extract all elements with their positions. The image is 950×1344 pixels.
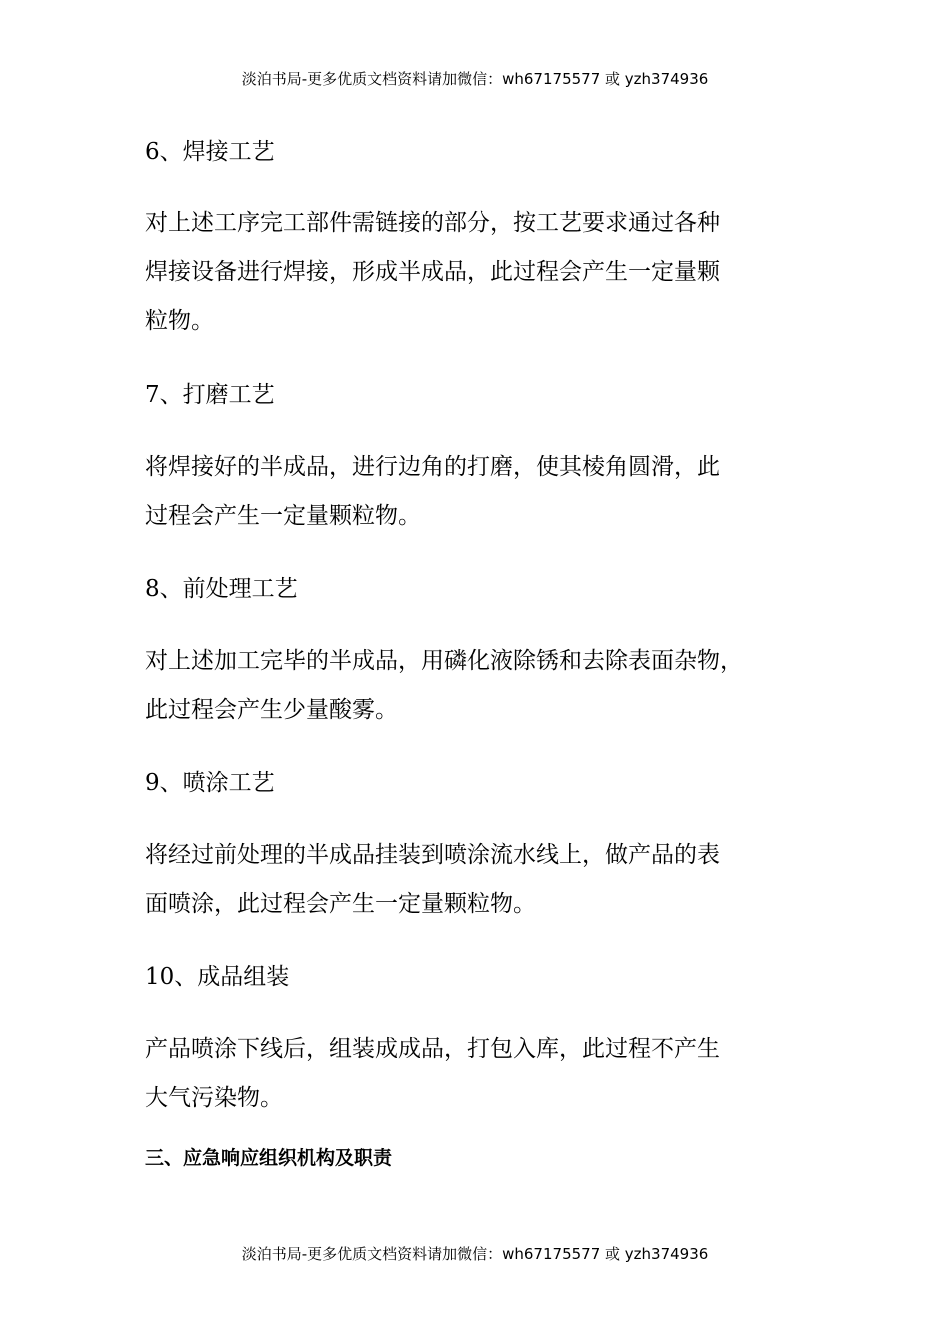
- paragraph-line: 此过程会产生少量酸雾。: [145, 697, 398, 723]
- heading-text: 7、打磨工艺: [145, 382, 275, 408]
- paragraph-line: 将经过前处理的半成品挂装到喷涂流水线上，做产品的表: [145, 842, 720, 868]
- paragraph-line: 对上述加工完毕的半成品，用磷化液除锈和去除表面杂物，: [145, 648, 743, 674]
- paragraph-assembly: [145, 1025, 805, 1123]
- paragraph-line: 焊接设备进行焊接，形成半成品，此过程会产生一定量颗: [145, 259, 720, 285]
- paragraph-grinding: [145, 443, 805, 541]
- heading-text: 9、喷涂工艺: [145, 770, 275, 796]
- heading-assembly: [145, 953, 805, 1002]
- heading-text: 6、焊接工艺: [145, 139, 275, 165]
- paragraph-spraying: [145, 831, 805, 929]
- paragraph-welding: [145, 199, 805, 346]
- page-footer-watermark: 淡泊书局-更多优质文档资料请加微信：wh67175577 或 yzh374936: [241, 1245, 709, 1263]
- section-title: 三、应急响应组织机构及职责: [145, 1147, 393, 1169]
- paragraph-line: 面喷涂，此过程会产生一定量颗粒物。: [145, 891, 536, 917]
- heading-pretreatment: [145, 565, 805, 614]
- paragraph-pretreatment: [145, 637, 805, 735]
- paragraph-line: 过程会产生一定量颗粒物。: [145, 503, 421, 529]
- paragraph-line: 粒物。: [145, 308, 214, 334]
- paragraph-line: 产品喷涂下线后，组装成成品，打包入库，此过程不产生: [145, 1036, 720, 1062]
- heading-welding: [145, 128, 805, 177]
- heading-grinding: [145, 371, 805, 420]
- paragraph-line: 对上述工序完工部件需链接的部分，按工艺要求通过各种: [145, 210, 720, 236]
- heading-text: 10、成品组装: [145, 964, 290, 990]
- heading-spraying: [145, 759, 805, 808]
- heading-text: 8、前处理工艺: [145, 576, 298, 602]
- page-header-watermark: 淡泊书局-更多优质文档资料请加微信：wh67175577 或 yzh374936: [241, 70, 709, 88]
- paragraph-line: 将焊接好的半成品，进行边角的打磨，使其棱角圆滑，此: [145, 454, 720, 480]
- paragraph-line: 大气污染物。: [145, 1085, 283, 1111]
